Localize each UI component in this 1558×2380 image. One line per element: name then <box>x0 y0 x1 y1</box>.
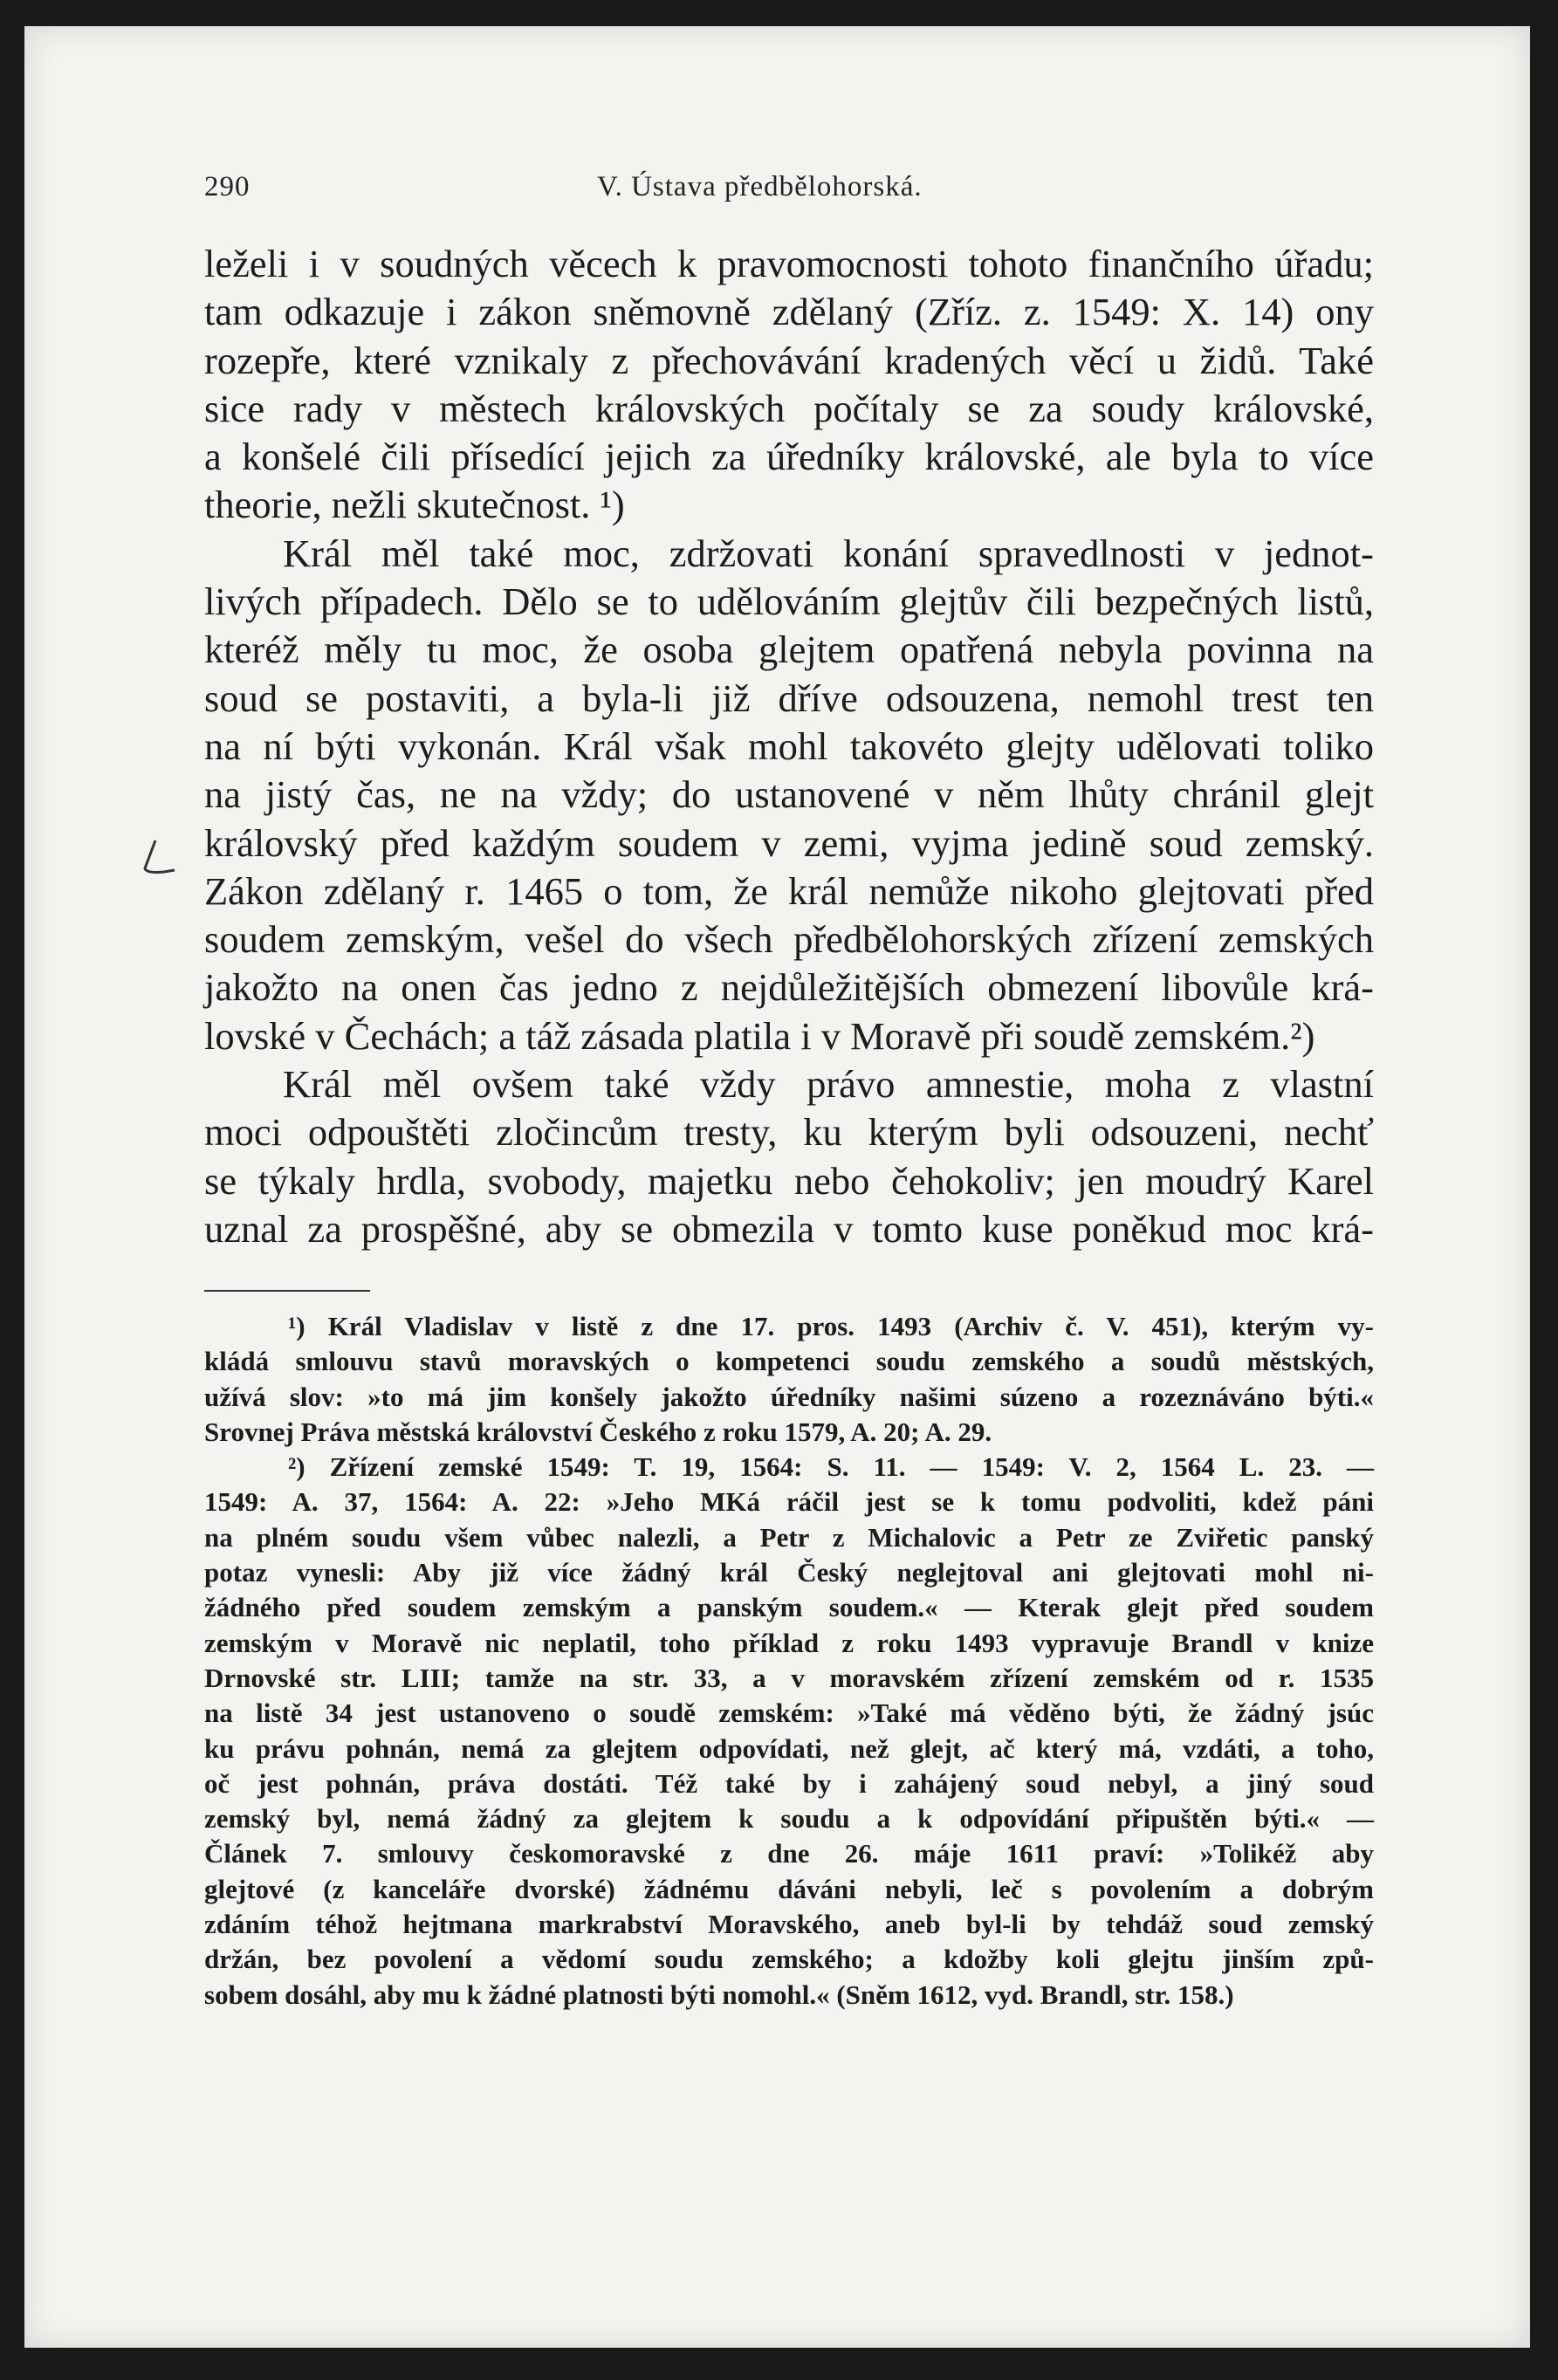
footnote-line: ¹) Král Vladislav v listě z dne 17. pros. 1493 (Archiv č. V. 451), kterým vy- <box>288 1311 1374 1341</box>
footnote-line: glejtové (z kanceláře dvorské) žádnému dáváni nebyli, leč s povolením a dobrým <box>204 1873 1374 1904</box>
footnote-line: zdáním téhož hejtmana markrabství Moravského, aneb byl-li by tehdáž soud zemský <box>204 1909 1374 1940</box>
footnote-line: držán, bez povolení a vědomí soudu zemského; a kdožby koli glejtu jinším způ- <box>204 1944 1374 1975</box>
footnote-line: ²) Zřízení zemské 1549: T. 19, 1564: S. 11. — 1549: V. 2, 1564 L. 23. — <box>288 1451 1374 1483</box>
text-line: uznal za prospěšné, aby se obmezila v tomto kuse poněkud moc krá- <box>204 1206 1374 1251</box>
text-line: soudem zemským, vešel do všech předbělohorských zřízení zemských <box>204 917 1374 962</box>
footnote-line: na listě 34 jest ustanoveno o soudě zemském: »Také má věděno býti, že žádný jsúc <box>204 1698 1374 1729</box>
footnote-line: Srovnej Práva městská království Českého z roku 1579, A. 20; A. 29. <box>204 1416 992 1447</box>
text-line: kteréž měly tu moc, že osoba glejtem opatřená nebyla povinna na <box>204 628 1374 672</box>
footnote-line: sobem dosáhl, aby mu k žádné platnosti býti nomohl.« (Sněm 1612, vyd. Brandl, str. 158.) <box>204 1979 1234 2010</box>
book-page <box>24 26 1530 2348</box>
text-line: jakožto na onen čas jedno z nejdůležitějších obmezení libovůle krá- <box>204 965 1374 1010</box>
text-line: na jistý čas, ne na vždy; do ustanovené v něm lhůty chránil glejt <box>204 772 1374 817</box>
text-line: se týkaly hrdla, svobody, majetku nebo čehokoliv; jen moudrý Karel <box>204 1158 1374 1203</box>
footnote-rule <box>204 1290 370 1292</box>
text-line: theorie, nežli skutečnost. ¹) <box>204 483 625 527</box>
text-line: tam odkazuje i zákon sněmovně zdělaný (Zříz. z. 1549: X. 14) ony <box>204 290 1374 334</box>
footnote-line: 1549: A. 37, 1564: A. 22: »Jeho MKá ráčil jest se k tomu podvoliti, kdež páni <box>204 1486 1374 1518</box>
footnote-line: potaz vynesli: Aby již více žádný král Český neglejtoval ani glejtovati mohl ni- <box>204 1557 1374 1588</box>
footnote-line: oč jest pohnán, práva dostáti. Též také by i zahájený soud nebyl, a jiný soud <box>204 1767 1374 1799</box>
text-line: leželi i v soudných věcech k pravomocnosti tohoto finančního úřadu; <box>204 242 1374 285</box>
text-line: sice rady v městech královských počítaly se za soudy královské, <box>204 386 1374 430</box>
pencil-margin-mark <box>129 833 190 886</box>
text-line: královský před každým soudem v zemi, vyjma jedině soud zemský. <box>204 820 1374 865</box>
text-line: soud se postaviti, a byla-li již dříve odsouzena, nemohl trest ten <box>204 676 1374 720</box>
main-text <box>204 240 1374 1253</box>
text-line: a konšelé čili přísedící jejich za úředníky královské, ale byla to více <box>204 435 1374 479</box>
footnote-line: na plném soudu všem vůbec nalezli, a Petr z Michalovic a Petr ze Zviřetic panský <box>204 1521 1374 1553</box>
text-line: rozepře, které vznikaly z přechovávání kradených věcí u židů. Také <box>204 338 1374 382</box>
text-line: Zákon zdělaný r. 1465 o tom, že král nemůže nikoho glejtovati před <box>204 868 1374 913</box>
footnote-line: ku právu pohnán, nemá za glejtem odpovídati, než glejt, ač který má, vzdáti, a toho, <box>204 1732 1374 1764</box>
footnote-line: Článek 7. smlouvy českomoravské z dne 26. máje 1611 praví: »Tolikéž aby <box>204 1838 1374 1869</box>
footnote-line: užívá slov: »to má jim konšely jakožto úředníky našimi súzeno a rozeznáváno býti.« <box>204 1381 1374 1412</box>
footnote-line: Drnovské str. LIII; tamže na str. 33, a v moravském zřízení zemském od r. 1535 <box>204 1662 1374 1693</box>
footnote-line: zemský byl, nemá žádný za glejtem k soudu a k odpovídání připuštěn býti.« — <box>204 1803 1374 1835</box>
footnote-line: kládá smlouvu stavů moravských o kompetenci soudu zemského a soudů městských, <box>204 1346 1374 1377</box>
text-line: moci odpouštěti zločincům tresty, ku kterým byli odsouzeni, nechť <box>204 1110 1374 1155</box>
running-header <box>204 150 1374 202</box>
text-line: Král měl ovšem také vždy právo amnestie, moha z vlastní <box>283 1062 1374 1107</box>
text-line: livých případech. Dělo se to udělováním glejtův čili bezpečných listů, <box>204 580 1374 624</box>
text-line: Král měl také moc, zdržovati konání spravedlnosti v jednot- <box>283 531 1374 575</box>
text-line: na ní býti vykonán. Král však mohl takovéto glejty udělovati toliko <box>204 724 1374 768</box>
footnote-line: zemským v Moravě nic neplatil, toho příklad z roku 1493 vypravuje Brandl v knize <box>204 1627 1374 1658</box>
page-number: 290 <box>204 171 251 202</box>
footnote-line: žádného před soudem zemským a panským soudem.« — Kterak glejt před soudem <box>204 1592 1374 1623</box>
footnotes <box>204 1309 1374 2013</box>
text-line: lovské v Čechách; a táž zásada platila i v Moravě při soudě zemském.²) <box>204 1013 1315 1058</box>
chapter-title: V. Ústava předbělohorská. <box>597 171 923 202</box>
